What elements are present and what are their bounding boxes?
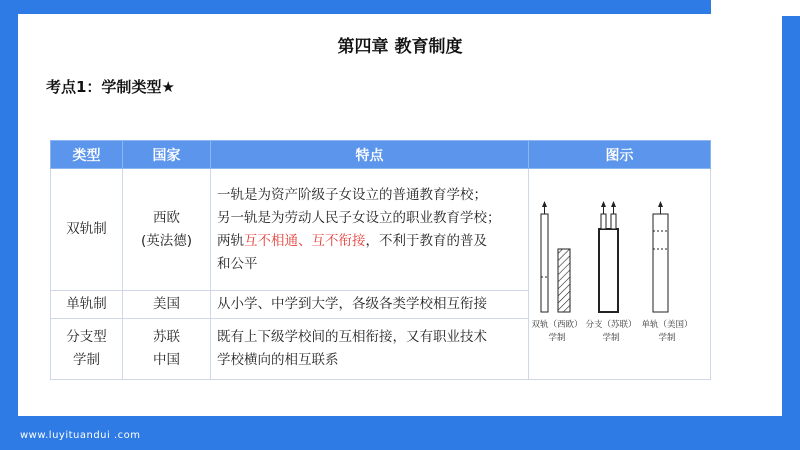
single-track-caption: 单轨（美国） — [641, 320, 693, 330]
cell-feature — [211, 318, 529, 379]
branch-right-column — [611, 214, 616, 229]
arrow-up-icon — [611, 201, 616, 207]
branch-left-column — [601, 214, 606, 229]
arrow-up-icon — [601, 201, 606, 207]
section-heading: 考点1：学制类型★ — [46, 78, 175, 96]
feature-line: 学校横向的相互联系 — [217, 351, 339, 368]
country-line: 西欧 — [153, 209, 180, 226]
feature-line: 既有上下级学校间的互相衔接，又有职业技术 — [217, 328, 487, 345]
slide-card — [18, 14, 782, 416]
dual-track-figure — [541, 201, 570, 312]
page-title: 第四章 教育制度 — [337, 37, 463, 57]
feature-line: 另一轨是为劳动人民子女设立的职业教育学校； — [217, 209, 501, 226]
table-row-dual-track — [51, 169, 711, 291]
single-track-bar — [653, 214, 668, 312]
branch-caption: 分支（苏联） — [585, 320, 637, 330]
feature-line: 一轨是为资产阶级子女设立的普通教育学校； — [217, 186, 487, 203]
branch-base-bar — [599, 229, 618, 312]
dual-track-caption: 学制 — [548, 333, 566, 343]
cell-type — [51, 291, 123, 318]
type-line: 学制 — [73, 351, 100, 368]
cell-country — [123, 169, 211, 291]
cell-feature — [211, 291, 529, 318]
academic-track-bar — [541, 214, 548, 312]
branch-caption: 学制 — [602, 333, 620, 343]
country-line: 中国 — [153, 351, 180, 368]
cell-country — [123, 318, 211, 379]
header-type: 类型 — [51, 141, 123, 169]
header-country: 国家 — [123, 141, 211, 169]
feature-text: 两轨 — [217, 232, 244, 249]
feature-highlight-text: 互不相通、互不衔接 — [244, 232, 366, 249]
country-line: (英法德) — [140, 232, 193, 249]
branch-system-figure — [599, 201, 618, 312]
table-header-row — [51, 141, 711, 169]
cell-diagram — [529, 169, 711, 380]
cell-country — [123, 291, 211, 318]
footer-url: www.luyituandui .com — [20, 430, 141, 441]
type-text: 双轨制 — [66, 221, 107, 238]
header-feature: 特点 — [211, 141, 529, 169]
school-system-table — [50, 140, 711, 380]
type-line: 分支型 — [66, 328, 107, 345]
header-diagram: 图示 — [529, 141, 711, 169]
single-track-caption: 学制 — [658, 333, 676, 343]
feature-line: 和公平 — [217, 255, 258, 272]
type-text: 单轨制 — [66, 296, 107, 313]
cell-type — [51, 318, 123, 379]
country-text: 美国 — [153, 296, 180, 313]
cell-feature — [211, 169, 529, 291]
arrow-up-icon — [542, 201, 547, 207]
cell-type — [51, 169, 123, 291]
arrow-up-icon — [658, 201, 663, 207]
school-system-diagram — [529, 169, 710, 379]
dual-track-caption: 双轨（西欧） — [531, 320, 583, 330]
country-line: 苏联 — [153, 328, 180, 345]
vocational-track-bar — [558, 249, 570, 312]
feature-line — [217, 230, 524, 253]
school-system-diagram-svg — [529, 169, 711, 379]
single-track-figure — [653, 201, 668, 312]
feature-text: 从小学、中学到大学，各级各类学校相互衔接 — [217, 296, 487, 313]
feature-text: ，不利于教育的普及 — [365, 232, 487, 249]
